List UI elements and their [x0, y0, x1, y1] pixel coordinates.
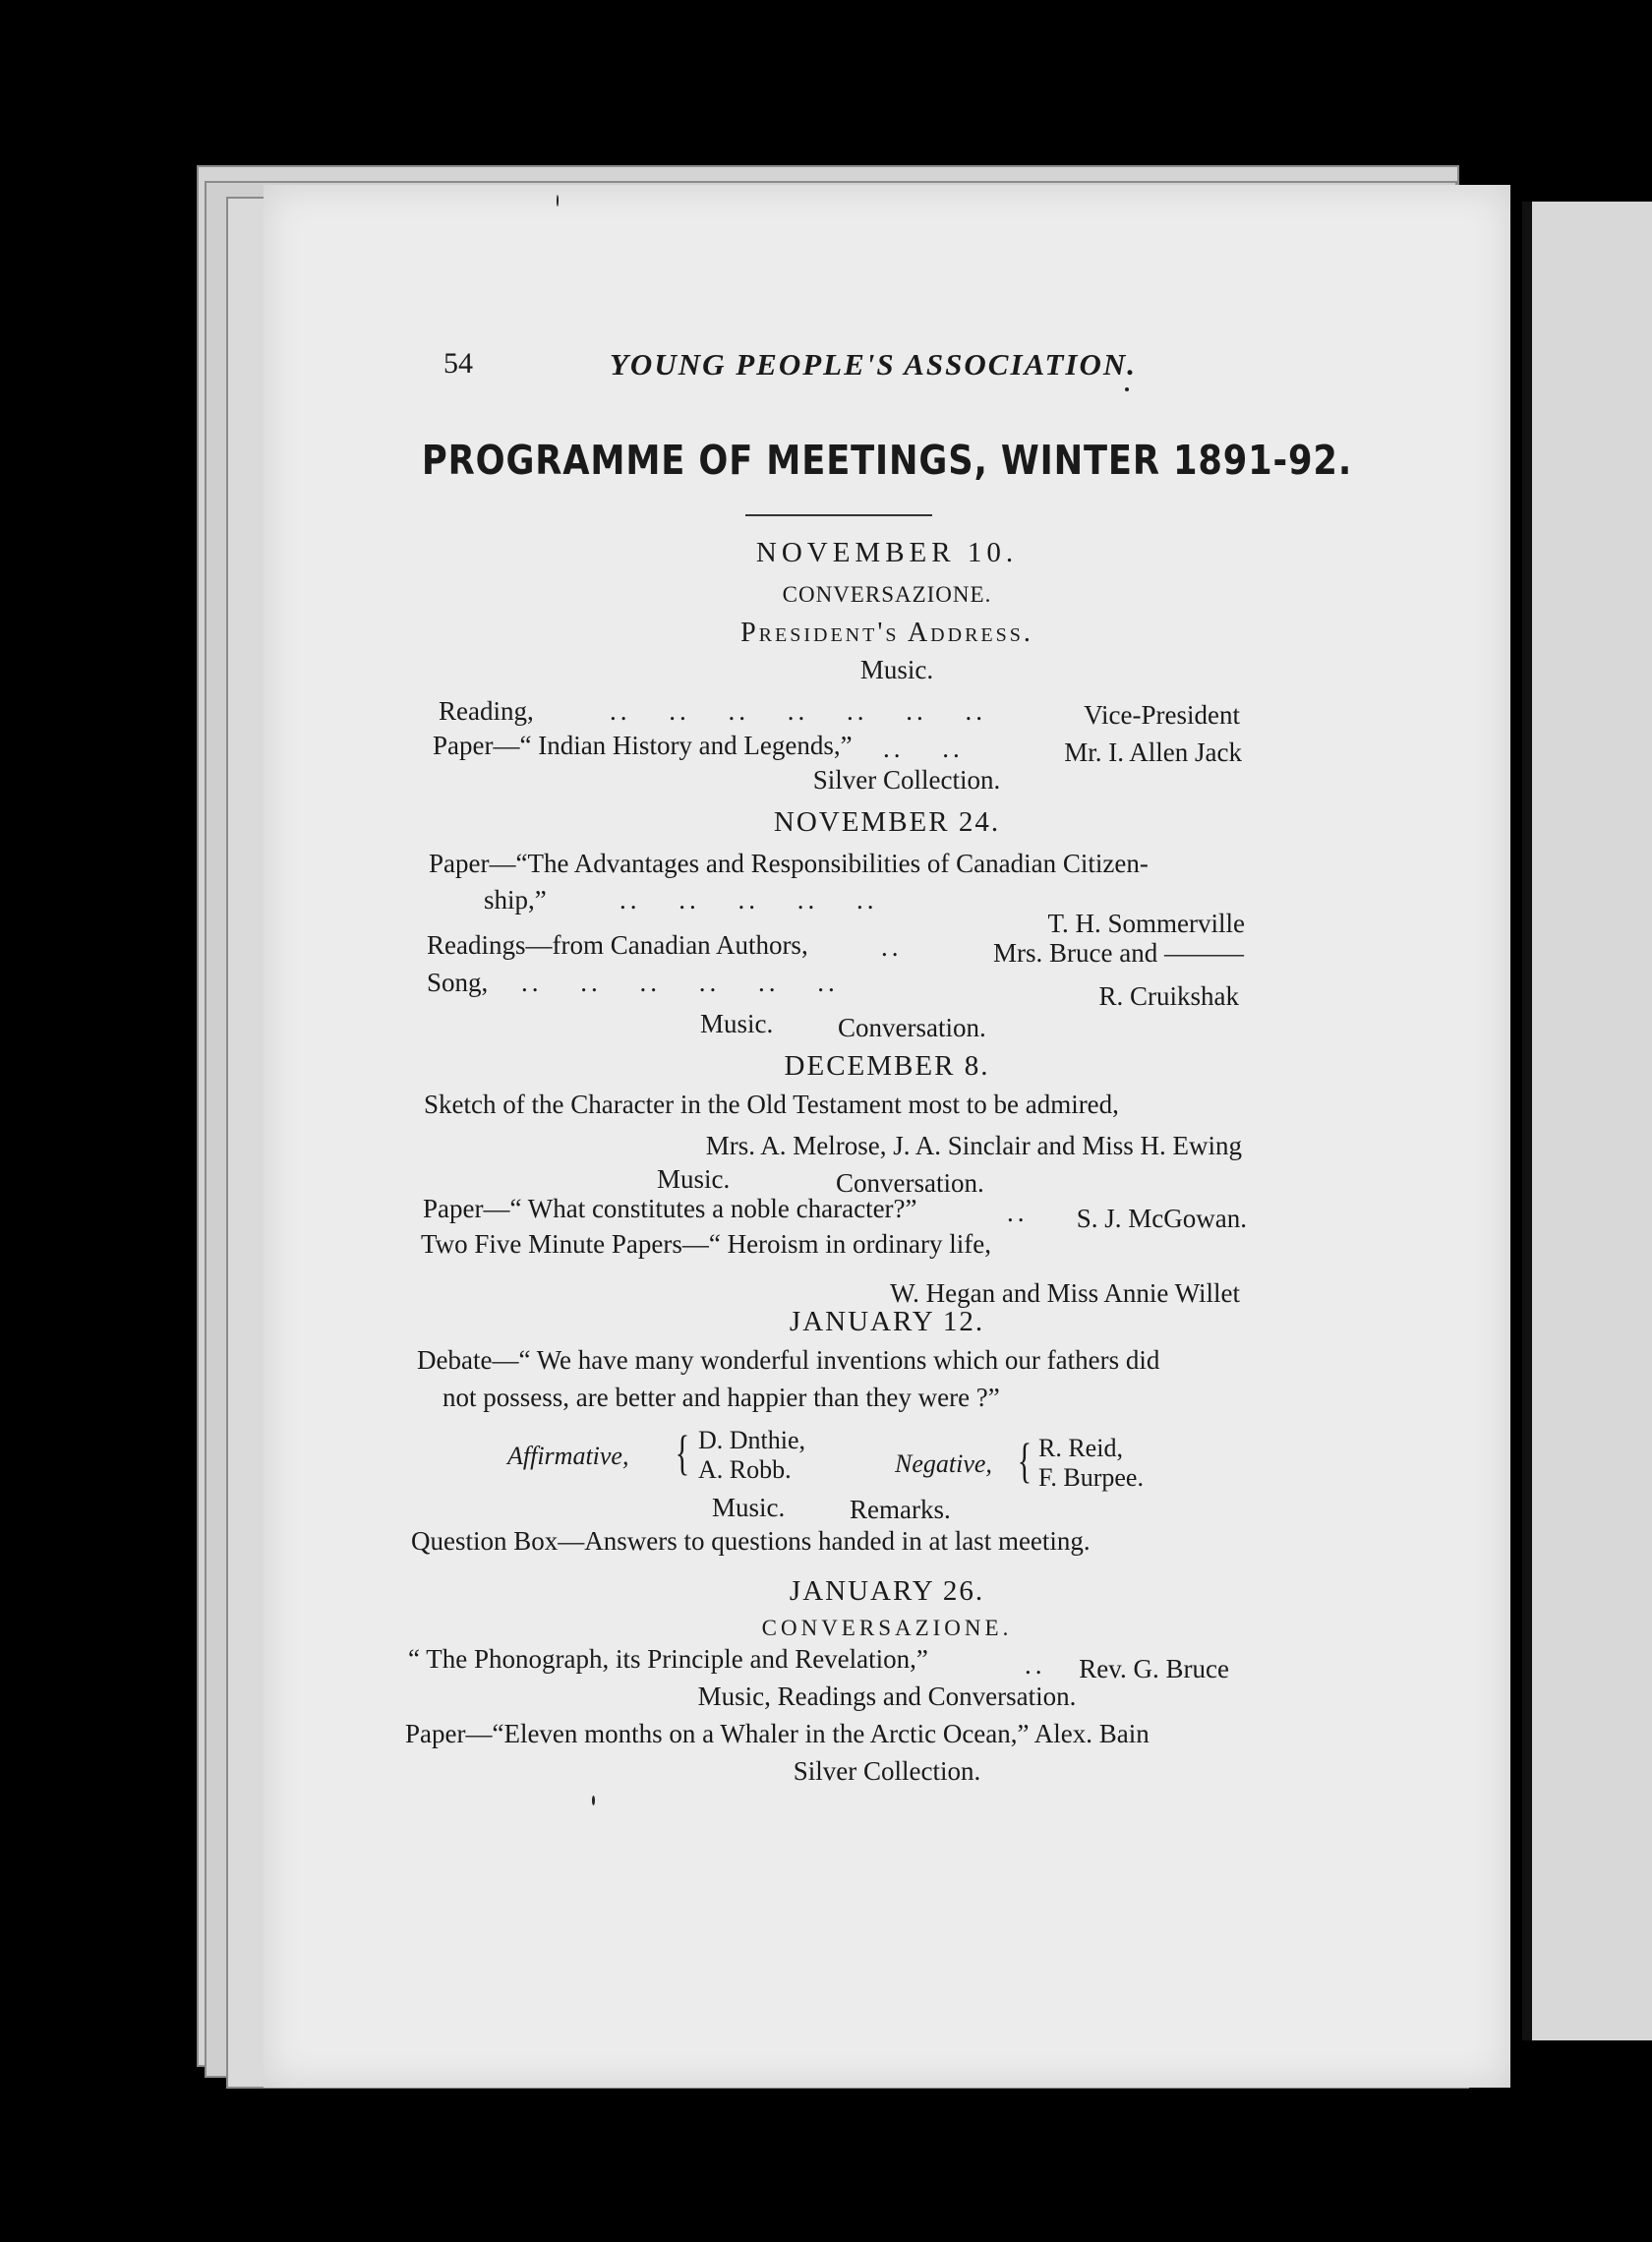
- paper-title: Paper—“The Advantages and Responsibilities of Canadian Citizen-: [429, 849, 1149, 878]
- program-item-presenter: W. Hegan and Miss Annie Willet: [890, 1278, 1240, 1308]
- paper-title-continued: ship,”: [484, 885, 547, 914]
- book-page: [264, 185, 1510, 2088]
- leader-dots: .. .. .. .. .. ..: [521, 968, 839, 997]
- running-header: [264, 347, 1510, 396]
- leader-dots: .. ..: [883, 734, 964, 763]
- speaker-name: A. Robb.: [698, 1455, 792, 1484]
- affirmative-label: Affirmative,: [507, 1442, 629, 1470]
- remarks-label: Remarks.: [850, 1495, 951, 1524]
- meeting-date-nov10: NOVEMBER 10.: [755, 537, 1019, 568]
- program-item-label: Paper—“ Indian History and Legends,”: [433, 731, 853, 760]
- meeting-subtitle-jan26: CONVERSAZIONE.: [761, 1616, 1013, 1640]
- page-content: [264, 185, 1510, 2088]
- program-item-presenter: S. J. McGowan.: [1076, 1204, 1247, 1233]
- question-box: Question Box—Answers to questions handed in at last meeting.: [411, 1526, 1091, 1556]
- program-item-presenter: Vice-President: [1084, 700, 1240, 730]
- paper-speck: [1125, 387, 1129, 391]
- debate-question-continued: not possess, are better and happier than they were ?”: [442, 1383, 1000, 1412]
- brace: {: [675, 1425, 690, 1480]
- negative-label: Negative,: [895, 1449, 992, 1478]
- silver-collection: Silver Collection.: [793, 1756, 981, 1786]
- program-item-presenter: Rev. G. Bruce: [1079, 1654, 1229, 1683]
- program-item-label: Two Five Minute Papers—“ Heroism in ordinary life,: [421, 1229, 991, 1259]
- brace: {: [1017, 1433, 1032, 1488]
- program-item-label: Readings—from Canadian Authors,: [427, 930, 808, 960]
- program-item-label: Paper—“Eleven months on a Whaler in the Arctic Ocean,” Alex. Bain: [405, 1719, 1150, 1748]
- page-number: 54: [443, 347, 473, 380]
- speaker-name: D. Dnthie,: [698, 1426, 806, 1454]
- program-item-label: “ The Phonograph, its Principle and Revelation,”: [408, 1644, 928, 1674]
- music-label: Music.: [859, 655, 934, 684]
- program-item-label: Song,: [427, 968, 489, 997]
- presidents-address: President's Address.: [740, 618, 1033, 648]
- music-label: Music.: [700, 1009, 774, 1038]
- paper-speck: [592, 1796, 595, 1805]
- meeting-date-jan26: JANUARY 26.: [789, 1575, 985, 1607]
- leader-dots: .. .. .. .. .. .. ..: [610, 696, 986, 726]
- music-label: Music.: [657, 1164, 731, 1194]
- leader-dots: .. .. .. .. ..: [620, 885, 878, 914]
- speaker-name: F. Burpee.: [1038, 1463, 1144, 1492]
- music-readings-conversation: Music, Readings and Conversation.: [697, 1682, 1077, 1711]
- meeting-subtitle-nov10: CONVERSAZIONE.: [782, 582, 992, 607]
- program-item-presenter: Mr. I. Allen Jack: [1064, 738, 1242, 767]
- program-item-presenter: Mrs. Bruce and ———: [993, 938, 1244, 968]
- running-title: YOUNG PEOPLE'S ASSOCIATION.: [610, 347, 1138, 382]
- negative-speakers: [1038, 1434, 1144, 1493]
- conversation-label: Conversation.: [836, 1168, 984, 1198]
- program-item-label: Paper—“ What constitutes a noble character?”: [423, 1194, 917, 1223]
- affirmative-speakers: [698, 1426, 805, 1485]
- paper-speck: [557, 195, 559, 206]
- leader-dots: ..: [1025, 1650, 1046, 1680]
- conversation-label: Conversation.: [838, 1013, 986, 1042]
- silver-collection: Silver Collection.: [812, 765, 1001, 795]
- title-rule: [745, 514, 932, 516]
- leader-dots: ..: [1007, 1198, 1029, 1227]
- page-title: PROGRAMME OF MEETINGS, WINTER 1891-92.: [421, 437, 1353, 484]
- music-label: Music.: [712, 1493, 786, 1522]
- leader-dots: ..: [881, 932, 903, 962]
- meeting-date-nov24: NOVEMBER 24.: [773, 806, 1001, 838]
- meeting-date-dec8: DECEMBER 8.: [784, 1050, 990, 1082]
- program-item-label: Sketch of the Character in the Old Testament most to be admired,: [424, 1090, 1119, 1119]
- meeting-date-jan12: JANUARY 12.: [789, 1306, 985, 1337]
- debate-question: Debate—“ We have many wonderful inventions which our fathers did: [417, 1345, 1160, 1375]
- program-item-presenter: Mrs. A. Melrose, J. A. Sinclair and Miss H. Ewing: [705, 1131, 1242, 1160]
- program-item-label: Reading,: [439, 696, 534, 726]
- program-item-presenter: R. Cruikshak: [1098, 981, 1239, 1011]
- program-item-presenter: T. H. Sommerville: [1047, 909, 1245, 938]
- speaker-name: R. Reid,: [1038, 1434, 1123, 1462]
